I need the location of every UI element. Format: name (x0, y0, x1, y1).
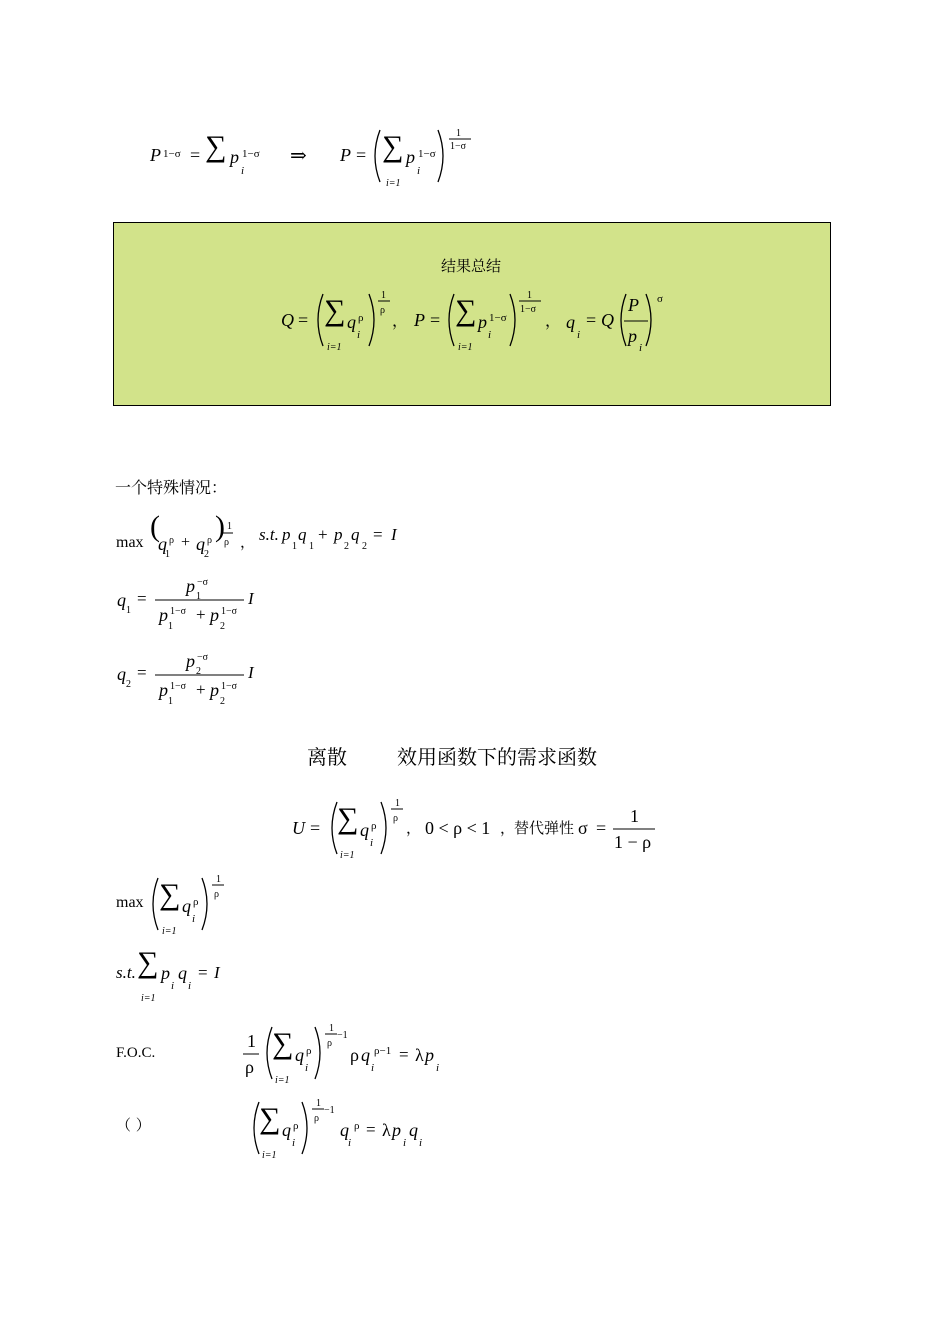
subscript-i: i (305, 1062, 309, 1074)
var-q: q (178, 963, 187, 983)
outer-exponent-numerator: 1 (381, 290, 386, 301)
var-lambda: λ (415, 1045, 424, 1065)
var-Q: Q (281, 310, 294, 330)
var-Q: Q (601, 310, 614, 330)
exponent-rho: ρ (354, 1120, 360, 1132)
summation-sign: ∑ (337, 802, 359, 835)
equals-sign: = (356, 145, 367, 165)
outer-exponent-numerator: 1 (227, 521, 232, 532)
summation-sign: ∑ (382, 130, 404, 163)
var-q: q (282, 1120, 291, 1140)
fraction-numerator-P: P (628, 295, 639, 315)
subscript-i: i (371, 1062, 375, 1074)
fraction-numerator: 1 (630, 806, 639, 826)
var-U: U (292, 818, 305, 838)
var-q: q (340, 1120, 349, 1140)
var-I: I (214, 963, 220, 982)
exponent: 1−σ (242, 148, 260, 160)
equals-sign: = (137, 589, 147, 608)
max-operator: max (116, 534, 144, 551)
subscript-i: i (357, 329, 361, 341)
subject-to: s.t. (116, 963, 136, 982)
var-P: P (150, 145, 161, 165)
var-q: q (295, 1045, 304, 1065)
summation-sign: ∑ (455, 294, 477, 327)
subscript-2: 2 (344, 541, 349, 552)
var-q2: q (117, 664, 126, 684)
exponent: 1−σ (221, 606, 238, 617)
var-P: P (414, 310, 425, 330)
outer-exponent-numerator: 1 (395, 798, 400, 809)
var-p: p (425, 1045, 434, 1065)
summation-lower-limit: i=1 (162, 926, 177, 937)
exponent-rho: ρ (193, 896, 199, 908)
equals-sign: = (310, 818, 321, 838)
subscript-2: 2 (220, 696, 225, 707)
exponent-rho: ρ (207, 535, 212, 546)
equals-sign: = (198, 963, 208, 982)
outer-exponent-numerator: 1 (216, 874, 221, 885)
subscript-i: i (577, 329, 581, 341)
var-rho: ρ (350, 1045, 359, 1065)
outer-exponent-denominator: ρ (393, 813, 398, 824)
exponent-minus-one: −1 (324, 1105, 335, 1116)
plus-sign: + (318, 525, 328, 544)
comma: ， (240, 533, 256, 551)
equals-sign: = (190, 145, 201, 165)
foc-label: F.O.C. (116, 1045, 156, 1061)
summation-lower-limit: i=1 (340, 850, 355, 861)
plus-sign: + (181, 534, 191, 551)
exponent: 1−σ (170, 606, 187, 617)
denominator-p1: p (159, 605, 168, 625)
numerator-p: p (186, 651, 195, 671)
outer-exponent-denominator: ρ (327, 1038, 332, 1049)
equation-number-label: （ ） (116, 1116, 151, 1134)
subscript-i: i (192, 913, 196, 925)
var-p: p (161, 963, 170, 983)
var-q: q (361, 1045, 370, 1065)
denominator-p2: p (210, 680, 219, 700)
fraction-bar (312, 1108, 324, 1110)
summation-sign: ∑ (205, 130, 227, 163)
summation-lower-limit: i=1 (327, 342, 342, 353)
elasticity-label: 替代弹性 (514, 819, 575, 837)
fraction-denominator: ρ (245, 1057, 254, 1077)
plus-sign: + (196, 680, 206, 699)
outer-exponent-numerator: 1 (456, 128, 461, 139)
subscript-1: 1 (165, 549, 170, 560)
comma: ， (392, 311, 409, 330)
equals-sign: = (137, 663, 147, 682)
rho-range: 0 < ρ < 1 (425, 818, 491, 838)
paren-left: ( (150, 510, 160, 543)
var-q: q (409, 1120, 418, 1140)
summation-sign: ∑ (259, 1102, 281, 1135)
summation-sign: ∑ (324, 294, 346, 327)
var-lambda: λ (382, 1120, 391, 1140)
equals-sign: = (399, 1045, 409, 1064)
subscript-1: 1 (126, 605, 131, 616)
subscript-i: i (188, 980, 192, 992)
var-p: p (282, 525, 291, 544)
special-case-heading: 一个特殊情况： (115, 478, 228, 497)
exponent: 1−σ (170, 681, 187, 692)
outer-exponent-denominator: 1−σ (520, 304, 537, 315)
summation-lower-limit: i=1 (386, 178, 401, 189)
denominator-p2: p (210, 605, 219, 625)
var-p: p (230, 147, 239, 167)
outer-exponent-numerator: 1 (527, 290, 532, 301)
subscript-i: i (417, 165, 421, 177)
var-q: q (360, 820, 369, 840)
comma: ， (500, 819, 516, 837)
subscript-2: 2 (126, 679, 131, 690)
subscript-2: 2 (204, 549, 209, 560)
fraction-denominator-p: p (628, 326, 637, 346)
var-P: P (340, 145, 351, 165)
outer-exponent-denominator: ρ (214, 889, 219, 900)
var-p: p (334, 525, 343, 544)
summation-sign: ∑ (159, 878, 181, 911)
exponent: 1−σ (163, 148, 181, 160)
exponent: 1−σ (489, 312, 507, 324)
exponent-minus-one: −1 (337, 1030, 348, 1041)
summation-sign: ∑ (272, 1027, 294, 1060)
equals-sign: = (298, 310, 309, 330)
exponent-rho-minus-one: ρ−1 (374, 1045, 392, 1057)
denominator-p1: p (159, 680, 168, 700)
var-I: I (248, 663, 254, 682)
exponent-rho: ρ (371, 820, 377, 832)
exponent: 1−σ (221, 681, 238, 692)
outer-exponent-denominator: ρ (314, 1113, 319, 1124)
equals-sign: = (586, 310, 597, 330)
equals-sign: = (596, 818, 607, 838)
summary-title: 结果总结 (441, 257, 502, 275)
outer-exponent-numerator: 1 (329, 1023, 334, 1034)
var-p: p (478, 312, 487, 332)
implies-arrow: ⇒ (290, 145, 307, 167)
subscript-1: 1 (168, 696, 173, 707)
var-q: q (351, 525, 360, 544)
subscript-1: 1 (309, 541, 314, 552)
var-I: I (391, 525, 397, 544)
summation-lower-limit: i=1 (275, 1075, 290, 1086)
var-I: I (248, 589, 254, 608)
subscript-i: i (403, 1137, 407, 1149)
summation-lower-limit: i=1 (262, 1150, 277, 1161)
plus-sign: + (196, 605, 206, 624)
var-q: q (182, 896, 191, 916)
subscript-i: i (436, 1062, 440, 1074)
subscript-i: i (370, 837, 374, 849)
var-sigma: σ (578, 818, 588, 838)
subscript-i: i (639, 342, 643, 354)
max-operator: max (116, 894, 144, 911)
summation-lower-limit: i=1 (458, 342, 473, 353)
comma: ， (545, 311, 562, 330)
subscript-2: 2 (220, 621, 225, 632)
section-title-part1: 离散 (307, 745, 347, 769)
subscript-1: 1 (196, 591, 201, 602)
var-q1: q (158, 534, 167, 554)
exponent-rho: ρ (358, 312, 364, 324)
var-q: q (347, 312, 356, 332)
equals-sign: = (366, 1120, 376, 1139)
exponent-neg-sigma: −σ (197, 652, 209, 663)
exponent-neg-sigma: −σ (197, 577, 209, 588)
exponent-rho: ρ (169, 535, 174, 546)
paren-right: ) (215, 510, 225, 543)
subscript-i: i (292, 1137, 296, 1149)
equals-sign: = (430, 310, 441, 330)
subscript-2: 2 (362, 541, 367, 552)
comma: ， (406, 819, 422, 837)
fraction-denominator: 1 − ρ (614, 832, 652, 852)
outer-exponent-denominator: ρ (380, 305, 385, 316)
exponent-rho: ρ (306, 1045, 312, 1057)
subscript-i: i (348, 1137, 352, 1149)
var-q1: q (117, 590, 126, 610)
subscript-i: i (488, 329, 492, 341)
equals-sign: = (373, 525, 383, 544)
var-p: p (406, 147, 415, 167)
exponent-sigma: σ (657, 293, 663, 305)
subscript-i: i (241, 165, 245, 177)
var-q: q (298, 525, 307, 544)
subscript-1: 1 (292, 541, 297, 552)
fraction-numerator: 1 (247, 1031, 256, 1051)
var-q2: q (196, 534, 205, 554)
subscript-1: 1 (168, 621, 173, 632)
exponent-rho: ρ (293, 1120, 299, 1132)
section-title-part2: 效用函数下的需求函数 (397, 745, 597, 769)
subject-to: s.t. (259, 525, 279, 544)
exponent: 1−σ (418, 148, 436, 160)
subscript-i: i (171, 980, 175, 992)
var-p: p (392, 1120, 401, 1140)
summation-sign: ∑ (137, 946, 159, 979)
outer-exponent-denominator: ρ (224, 537, 229, 548)
subscript-i: i (419, 1137, 423, 1149)
outer-exponent-numerator: 1 (316, 1098, 321, 1109)
summation-lower-limit: i=1 (141, 993, 156, 1004)
subscript-2: 2 (196, 666, 201, 677)
var-q: q (566, 312, 575, 332)
numerator-p: p (186, 576, 195, 596)
outer-exponent-denominator: 1−σ (450, 141, 467, 152)
